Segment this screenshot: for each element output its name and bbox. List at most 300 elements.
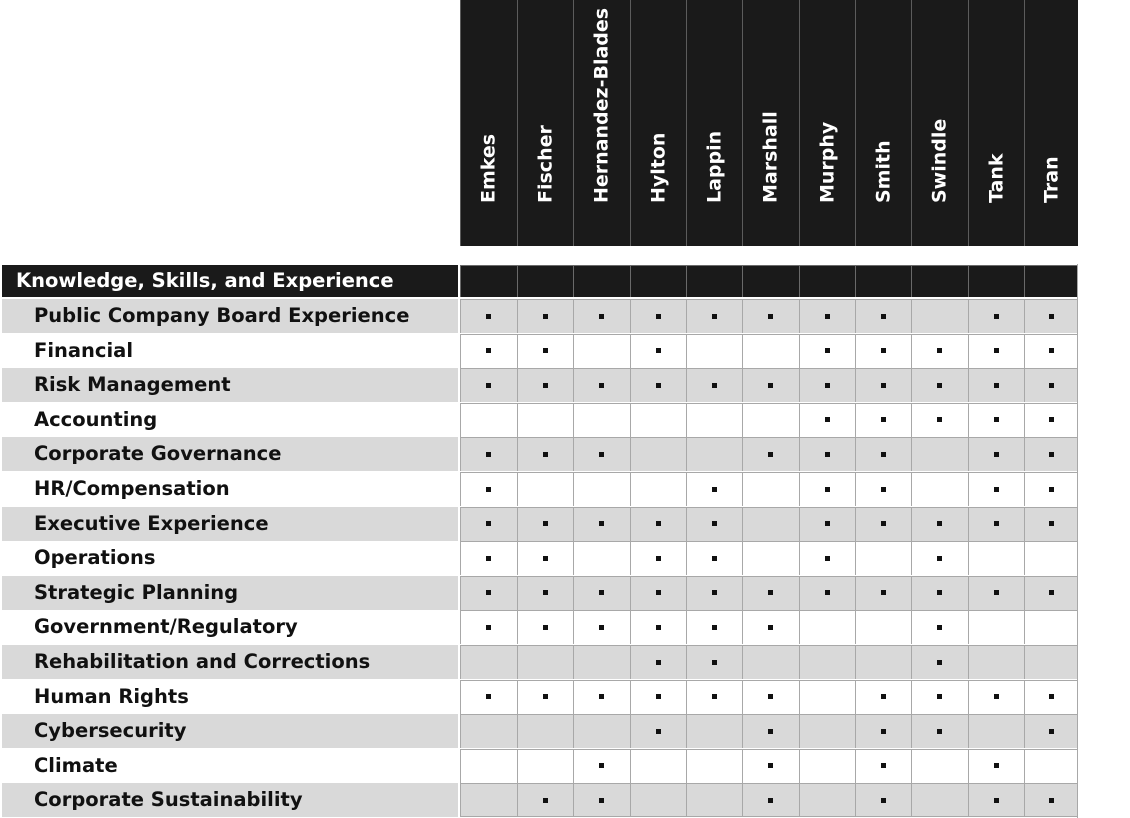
skill-row (0, 334, 1078, 368)
skill-mark (712, 383, 717, 388)
skill-cell (460, 403, 517, 437)
skill-cell (911, 576, 968, 610)
skill-cell (1024, 507, 1078, 541)
director-header-9 (911, 0, 968, 246)
director-header-6 (742, 0, 799, 246)
skill-cell (742, 299, 799, 333)
skill-cell (799, 783, 855, 817)
skill-cell (968, 783, 1024, 817)
skill-mark (543, 590, 548, 595)
skill-cell (968, 680, 1024, 714)
director-header-7 (799, 0, 855, 246)
skill-mark (1049, 348, 1054, 353)
skill-mark (825, 590, 830, 595)
skill-mark (881, 348, 886, 353)
skill-cell (855, 541, 911, 575)
skill-cell (460, 541, 517, 575)
skill-mark (825, 521, 830, 526)
skill-cell (742, 714, 799, 748)
skill-cell (742, 749, 799, 783)
skill-cell (968, 437, 1024, 471)
skill-row (0, 645, 1078, 679)
skill-cell (799, 334, 855, 368)
skill-cell (742, 403, 799, 437)
skill-cell (968, 368, 1024, 402)
title-row-cell (968, 265, 1024, 297)
skill-mark (768, 383, 773, 388)
skill-row (0, 541, 1078, 575)
skill-row (0, 749, 1078, 783)
skill-mark (825, 383, 830, 388)
skill-cell (1024, 714, 1078, 748)
skill-cell (799, 749, 855, 783)
skill-cell (968, 541, 1024, 575)
skill-cell (630, 368, 686, 402)
skill-cell (855, 749, 911, 783)
director-name: Swindle (928, 118, 951, 203)
skill-cell (911, 437, 968, 471)
skill-mark (994, 348, 999, 353)
skill-cell (799, 403, 855, 437)
grid-right-edge (1077, 264, 1078, 818)
skill-cell (630, 299, 686, 333)
skill-mark (1049, 314, 1054, 319)
skill-cell (855, 610, 911, 644)
skill-mark (994, 314, 999, 319)
skill-mark (543, 556, 548, 561)
skill-cell (517, 472, 573, 506)
skill-mark (768, 314, 773, 319)
skill-cell (911, 610, 968, 644)
skill-mark (1049, 487, 1054, 492)
skill-cell (573, 472, 630, 506)
skill-cell (799, 299, 855, 333)
skill-mark (656, 694, 661, 699)
skill-cell (855, 680, 911, 714)
skill-label: Corporate Sustainability (2, 783, 458, 817)
skill-cell (742, 507, 799, 541)
skill-mark (994, 763, 999, 768)
skill-mark (881, 763, 886, 768)
skill-row (0, 437, 1078, 471)
director-name: Lappin (703, 130, 725, 203)
skill-mark (599, 383, 604, 388)
skill-row (0, 472, 1078, 506)
skill-cell (1024, 645, 1078, 679)
skill-cell (517, 541, 573, 575)
skill-cell (911, 299, 968, 333)
skill-cell (460, 368, 517, 402)
skill-mark (599, 590, 604, 595)
skill-cell (855, 334, 911, 368)
skill-mark (994, 487, 999, 492)
skill-cell (573, 783, 630, 817)
skill-cell (968, 714, 1024, 748)
director-header-4 (630, 0, 686, 246)
skill-cell (855, 472, 911, 506)
skill-mark (768, 694, 773, 699)
skill-mark (599, 314, 604, 319)
skill-mark (656, 383, 661, 388)
skill-mark (712, 590, 717, 595)
skill-cell (1024, 783, 1078, 817)
skill-cell (1024, 610, 1078, 644)
skill-cell (742, 472, 799, 506)
skill-mark (599, 521, 604, 526)
matrix-title-row (0, 264, 1078, 298)
skill-mark (486, 452, 491, 457)
skill-mark (543, 694, 548, 699)
skill-cell (686, 368, 742, 402)
skill-cell (686, 299, 742, 333)
skill-mark (881, 729, 886, 734)
skill-cell (573, 507, 630, 541)
skill-cell (630, 541, 686, 575)
skill-label: Accounting (2, 403, 458, 437)
skill-cell (799, 714, 855, 748)
skill-row (0, 299, 1078, 333)
title-row-cell (911, 265, 968, 297)
title-row-cell (517, 265, 573, 297)
skill-cell (630, 472, 686, 506)
skill-cell (517, 645, 573, 679)
skill-mark (543, 383, 548, 388)
skill-cell (1024, 680, 1078, 714)
skill-label: Financial (2, 334, 458, 368)
skill-cell (630, 403, 686, 437)
skill-label: Executive Experience (2, 507, 458, 541)
skill-mark (994, 383, 999, 388)
skill-cell (742, 576, 799, 610)
skill-cell (686, 645, 742, 679)
skill-row (0, 610, 1078, 644)
skill-cell (630, 437, 686, 471)
skill-cell (855, 507, 911, 541)
skill-cell (968, 507, 1024, 541)
skill-mark (599, 763, 604, 768)
skill-cell (686, 334, 742, 368)
skill-mark (881, 694, 886, 699)
skill-cell (911, 334, 968, 368)
skill-cell (742, 437, 799, 471)
skill-cell (686, 437, 742, 471)
skill-cell (517, 576, 573, 610)
skill-cell (517, 680, 573, 714)
skill-mark (656, 521, 661, 526)
skill-cell (1024, 368, 1078, 402)
skill-cell (630, 783, 686, 817)
skill-cell (742, 680, 799, 714)
skill-cell (742, 368, 799, 402)
director-name: Emkes (477, 133, 500, 203)
skill-mark (994, 521, 999, 526)
skill-cell (1024, 749, 1078, 783)
skill-cell (460, 507, 517, 541)
skill-mark (486, 694, 491, 699)
skill-row (0, 368, 1078, 402)
skill-cell (517, 299, 573, 333)
skill-mark (543, 521, 548, 526)
skill-cell (686, 749, 742, 783)
skill-mark (1049, 798, 1054, 803)
skill-mark (881, 798, 886, 803)
skill-cell (686, 576, 742, 610)
skill-cell (517, 334, 573, 368)
skill-mark (881, 417, 886, 422)
skill-cell (460, 714, 517, 748)
director-header-8 (855, 0, 911, 246)
skill-mark (994, 798, 999, 803)
skill-cell (573, 576, 630, 610)
skill-cell (855, 783, 911, 817)
director-name: Murphy (816, 121, 838, 203)
skill-mark (825, 417, 830, 422)
skill-mark (994, 694, 999, 699)
skill-mark (994, 417, 999, 422)
director-name: Tank (985, 153, 1007, 203)
skill-cell (517, 610, 573, 644)
skill-mark (768, 590, 773, 595)
skill-cell (573, 299, 630, 333)
skill-row (0, 783, 1078, 817)
skill-mark (1049, 417, 1054, 422)
skill-mark (486, 348, 491, 353)
skill-mark (543, 798, 548, 803)
skill-mark (825, 556, 830, 561)
skill-row (0, 507, 1078, 541)
skill-label: Climate (2, 749, 458, 783)
director-header-3 (573, 0, 630, 246)
skill-cell (968, 645, 1024, 679)
skill-mark (712, 625, 717, 630)
skill-label: HR/Compensation (2, 472, 458, 506)
skill-cell (911, 645, 968, 679)
skill-cell (968, 610, 1024, 644)
title-row-cell (855, 265, 911, 297)
skill-cell (742, 541, 799, 575)
skill-mark (1049, 694, 1054, 699)
skill-label: Corporate Governance (2, 437, 458, 471)
skill-label: Human Rights (2, 680, 458, 714)
skill-cell (911, 472, 968, 506)
skill-mark (656, 348, 661, 353)
skill-mark (937, 383, 942, 388)
skill-cell (573, 368, 630, 402)
skill-cell (630, 334, 686, 368)
skill-cell (517, 368, 573, 402)
skill-mark (486, 556, 491, 561)
director-name: Hernandez-Blades (590, 7, 613, 203)
title-row-cell (742, 265, 799, 297)
skill-cell (799, 368, 855, 402)
skill-mark (656, 660, 661, 665)
skill-cell (573, 645, 630, 679)
skill-mark (1049, 521, 1054, 526)
skill-mark (656, 556, 661, 561)
skill-cell (686, 680, 742, 714)
skill-mark (656, 625, 661, 630)
skill-cell (573, 403, 630, 437)
skill-label: Risk Management (2, 368, 458, 402)
skill-cell (911, 749, 968, 783)
skill-cell (855, 437, 911, 471)
skill-cell (630, 610, 686, 644)
skill-mark (881, 521, 886, 526)
skill-cell (573, 541, 630, 575)
skill-mark (937, 625, 942, 630)
skill-cell (630, 645, 686, 679)
skill-cell (1024, 437, 1078, 471)
skill-cell (799, 541, 855, 575)
skill-mark (486, 590, 491, 595)
skill-cell (911, 403, 968, 437)
skill-mark (937, 521, 942, 526)
skill-mark (543, 625, 548, 630)
skill-mark (599, 798, 604, 803)
title-row-cell (686, 265, 742, 297)
skill-cell (911, 783, 968, 817)
skill-cell (630, 507, 686, 541)
skill-mark (599, 625, 604, 630)
skill-cell (799, 680, 855, 714)
skill-cell (855, 576, 911, 610)
skill-cell (517, 437, 573, 471)
skill-cell (742, 610, 799, 644)
skill-label: Public Company Board Experience (2, 299, 458, 333)
skill-mark (937, 729, 942, 734)
skill-cell (1024, 472, 1078, 506)
skill-cell (855, 645, 911, 679)
skill-cell (630, 576, 686, 610)
skill-cell (686, 610, 742, 644)
skill-label: Rehabilitation and Corrections (2, 645, 458, 679)
skill-cell (968, 472, 1024, 506)
title-row-cell (460, 265, 517, 297)
skill-mark (937, 348, 942, 353)
skill-cell (742, 334, 799, 368)
skill-row (0, 576, 1078, 610)
skill-mark (543, 348, 548, 353)
skill-mark (712, 556, 717, 561)
skill-cell (799, 437, 855, 471)
skill-mark (768, 729, 773, 734)
skill-mark (543, 452, 548, 457)
skill-cell (573, 680, 630, 714)
director-name: Hylton (647, 132, 669, 203)
skill-cell (968, 749, 1024, 783)
skill-mark (712, 694, 717, 699)
skill-mark (1049, 729, 1054, 734)
skill-mark (656, 729, 661, 734)
skill-cell (1024, 299, 1078, 333)
skill-cell (686, 783, 742, 817)
skill-cell (855, 368, 911, 402)
skill-mark (1049, 452, 1054, 457)
director-header-11 (1024, 0, 1078, 246)
skill-cell (911, 507, 968, 541)
skill-cell (460, 610, 517, 644)
skill-mark (825, 314, 830, 319)
skill-mark (881, 452, 886, 457)
skill-cell (799, 507, 855, 541)
title-row-cell (799, 265, 855, 297)
skill-cell (1024, 403, 1078, 437)
skill-mark (712, 521, 717, 526)
skill-mark (712, 660, 717, 665)
skill-mark (881, 487, 886, 492)
skill-mark (656, 314, 661, 319)
skill-mark (486, 383, 491, 388)
skill-mark (994, 590, 999, 595)
skill-mark (486, 521, 491, 526)
skill-mark (1049, 590, 1054, 595)
skill-mark (486, 625, 491, 630)
skill-label: Operations (2, 541, 458, 575)
skill-cell (573, 714, 630, 748)
skill-mark (768, 798, 773, 803)
skill-mark (599, 452, 604, 457)
skill-mark (599, 694, 604, 699)
skill-mark (486, 314, 491, 319)
skill-cell (799, 610, 855, 644)
skill-cell (968, 334, 1024, 368)
skill-mark (825, 452, 830, 457)
matrix-title: Knowledge, Skills, and Experience (2, 265, 458, 297)
skill-cell (517, 403, 573, 437)
skill-cell (460, 437, 517, 471)
skill-cell (460, 576, 517, 610)
skill-cell (968, 403, 1024, 437)
skill-mark (656, 590, 661, 595)
skill-cell (855, 403, 911, 437)
skill-mark (825, 487, 830, 492)
skill-cell (686, 403, 742, 437)
skill-mark (937, 590, 942, 595)
skill-cell (968, 576, 1024, 610)
skill-cell (573, 334, 630, 368)
skill-cell (1024, 541, 1078, 575)
skill-cell (742, 783, 799, 817)
skill-cell (911, 368, 968, 402)
skill-cell (630, 714, 686, 748)
director-name: Marshall (759, 111, 782, 203)
director-header-5 (686, 0, 742, 246)
skill-cell (1024, 334, 1078, 368)
skill-label: Strategic Planning (2, 576, 458, 610)
skill-mark (937, 694, 942, 699)
skill-cell (460, 645, 517, 679)
skill-cell (855, 299, 911, 333)
skill-cell (460, 680, 517, 714)
director-header-2 (517, 0, 573, 246)
skill-cell (517, 507, 573, 541)
skill-mark (486, 487, 491, 492)
skill-cell (911, 541, 968, 575)
skill-cell (799, 645, 855, 679)
skill-mark (768, 452, 773, 457)
skill-cell (855, 714, 911, 748)
skill-mark (825, 348, 830, 353)
skill-cell (573, 610, 630, 644)
skill-mark (937, 417, 942, 422)
skill-mark (712, 314, 717, 319)
skill-mark (881, 314, 886, 319)
skill-cell (573, 437, 630, 471)
skill-cell (630, 749, 686, 783)
skill-label: Cybersecurity (2, 714, 458, 748)
skill-mark (937, 556, 942, 561)
skill-mark (881, 383, 886, 388)
